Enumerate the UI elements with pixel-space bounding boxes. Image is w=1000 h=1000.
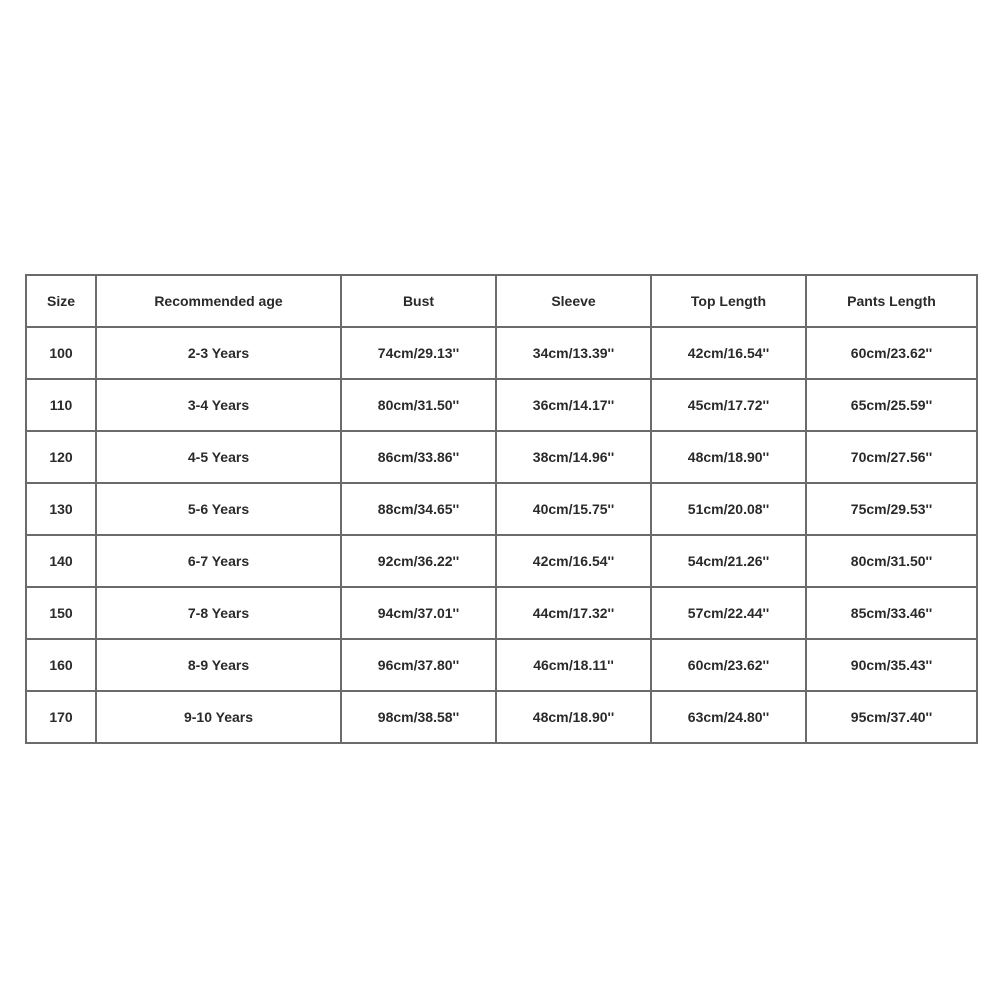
cell-sleeve: 48cm/18.90'' [496,691,651,743]
cell-size: 170 [26,691,96,743]
cell-bust: 86cm/33.86'' [341,431,496,483]
table-row [26,379,977,431]
cell-size: 150 [26,587,96,639]
cell-top-length: 54cm/21.26'' [651,535,806,587]
cell-bust: 96cm/37.80'' [341,639,496,691]
cell-sleeve: 34cm/13.39'' [496,327,651,379]
cell-sleeve: 42cm/16.54'' [496,535,651,587]
cell-bust: 74cm/29.13'' [341,327,496,379]
table-row [26,431,977,483]
table-row [26,639,977,691]
cell-size: 160 [26,639,96,691]
cell-sleeve: 36cm/14.17'' [496,379,651,431]
cell-pants-length: 75cm/29.53'' [806,483,977,535]
cell-top-length: 42cm/16.54'' [651,327,806,379]
cell-pants-length: 95cm/37.40'' [806,691,977,743]
table-row [26,483,977,535]
cell-bust: 98cm/38.58'' [341,691,496,743]
cell-pants-length: 85cm/33.46'' [806,587,977,639]
column-header-bust: Bust [341,275,496,327]
size-chart-table [25,274,978,744]
table-row [26,587,977,639]
cell-recommended-age: 7-8 Years [96,587,341,639]
table-row [26,327,977,379]
cell-bust: 80cm/31.50'' [341,379,496,431]
cell-size: 100 [26,327,96,379]
cell-top-length: 48cm/18.90'' [651,431,806,483]
cell-bust: 94cm/37.01'' [341,587,496,639]
table-row [26,691,977,743]
cell-recommended-age: 8-9 Years [96,639,341,691]
cell-top-length: 45cm/17.72'' [651,379,806,431]
cell-recommended-age: 2-3 Years [96,327,341,379]
cell-pants-length: 65cm/25.59'' [806,379,977,431]
cell-top-length: 60cm/23.62'' [651,639,806,691]
cell-recommended-age: 3-4 Years [96,379,341,431]
cell-sleeve: 46cm/18.11'' [496,639,651,691]
cell-pants-length: 70cm/27.56'' [806,431,977,483]
cell-pants-length: 60cm/23.62'' [806,327,977,379]
cell-sleeve: 44cm/17.32'' [496,587,651,639]
column-header-recommended-age: Recommended age [96,275,341,327]
cell-size: 120 [26,431,96,483]
cell-top-length: 51cm/20.08'' [651,483,806,535]
column-header-sleeve: Sleeve [496,275,651,327]
column-header-size: Size [26,275,96,327]
cell-size: 140 [26,535,96,587]
cell-pants-length: 80cm/31.50'' [806,535,977,587]
cell-recommended-age: 9-10 Years [96,691,341,743]
cell-size: 130 [26,483,96,535]
header-row [26,275,977,327]
table-row [26,535,977,587]
cell-sleeve: 40cm/15.75'' [496,483,651,535]
cell-size: 110 [26,379,96,431]
cell-bust: 92cm/36.22'' [341,535,496,587]
cell-recommended-age: 4-5 Years [96,431,341,483]
cell-recommended-age: 5-6 Years [96,483,341,535]
cell-pants-length: 90cm/35.43'' [806,639,977,691]
cell-bust: 88cm/34.65'' [341,483,496,535]
column-header-top-length: Top Length [651,275,806,327]
cell-top-length: 57cm/22.44'' [651,587,806,639]
cell-top-length: 63cm/24.80'' [651,691,806,743]
column-header-pants-length: Pants Length [806,275,977,327]
cell-recommended-age: 6-7 Years [96,535,341,587]
cell-sleeve: 38cm/14.96'' [496,431,651,483]
